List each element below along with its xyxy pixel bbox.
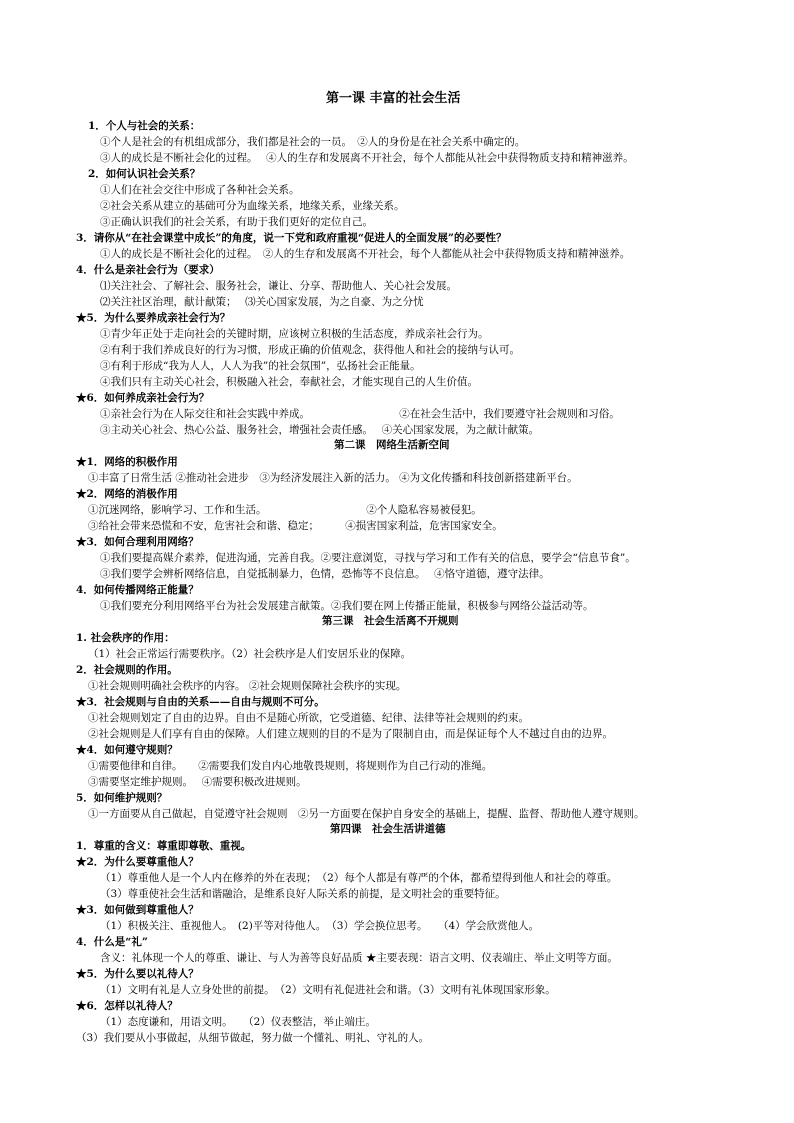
question-heading: ★5．为什么要以礼待人？: [76, 968, 199, 980]
question-heading: ★3．社会规则与自由的关系——自由与规则不可分。: [76, 696, 325, 708]
text-line: ①社会规则明确社会秩序的内容。 ②社会规则保障社会秩序的实现。: [88, 680, 407, 692]
question-heading: ★6．如何养成亲社会行为？: [76, 392, 210, 404]
text-line: ①人们在社会交往中形成了各种社会关系。: [100, 184, 300, 196]
text-line: ①社会规则划定了自由的边界。自由不是随心所欲，它受道德、纪律、法律等社会规则的约束。: [88, 712, 529, 724]
question-heading: ★6．怎样以礼待人？: [76, 1000, 178, 1012]
question-heading: 2．社会规则的作用。: [76, 664, 178, 676]
question-heading: 1．个人与社会的关系：: [88, 120, 201, 132]
text-line: （3）尊重使社会生活和谐融洽，是维系良好人际关系的前提，是文明社会的重要特征。: [100, 888, 506, 900]
text-line: ③给社会带来恐慌和不安，危害社会和谐、稳定； ④损害国家利益，危害国家安全。: [88, 520, 503, 532]
text-line: ③需要坚定维护规则。 ④需要积极改进规则。: [88, 776, 307, 788]
question-heading: 5．如何维护规则？: [76, 792, 168, 804]
text-line: ③人的成长是不断社会化的过程。 ④人的生存和发展离不开社会，每个人都能从社会中获得物质支持和精神滋养。: [100, 152, 634, 164]
question-heading: ★3．如何合理利用网络？: [76, 536, 199, 548]
question-heading: 1. 社会秩序的作用：: [76, 632, 175, 644]
text-line: ⑴关注社会、了解社会、服务社会，谦让、分享、帮助他人、关心社会发展。: [100, 280, 457, 292]
text-line: （1）态度谦和，用语文明。 （2）仪表整洁，举止端庄。: [100, 1016, 376, 1028]
text-line: ②社会关系从建立的基础可分为血缘关系，地缘关系，业缘关系。: [100, 200, 405, 212]
question-heading: ★2．为什么要尊重他人？: [76, 856, 199, 868]
text-line: ③有利于形成“我为人人，人人为我”的社会氛围”，弘扬社会正能量。: [100, 360, 421, 372]
text-line: ①一方面要从自己做起，自觉遵守社会规则 ②另一方面要在保护自身安全的基础上，提醒、监督、帮助他人遵守规则。: [88, 808, 645, 820]
text-line: （1）尊重他人是一个人内在修养的外在表现； （2）每个人都是有尊严的个体，都希望得到他人和社会的尊重。: [100, 872, 618, 884]
question-heading: ★3．如何做到尊重他人？: [76, 904, 199, 916]
text-line: ①亲社会行为在人际交往和社会实践中养成。 ②在社会生活中，我们要遵守社会规则和习俗。: [100, 408, 620, 420]
text-line: ①我们要充分利用网络平台为社会发展建言献策。②我们要在网上传播正能量，积极参与网络公益活动等。: [100, 600, 594, 612]
text-line: ④我们只有主动关心社会，积极融入社会，奉献社会，才能实现自己的人生价值。: [100, 376, 478, 388]
text-line: （1）社会正常运行需要秩序。（2）社会秩序是人们安居乐业的保障。: [88, 648, 412, 660]
text-line: （3）我们要从小事做起，从细节做起，努力做一个懂礼、明礼、守礼的人。: [76, 1032, 430, 1044]
lesson-heading: 第三课 社会生活离不开规则: [322, 615, 459, 627]
text-line: （1）积极关注、重视他人。 (2)平等对待他人。 （3）学会换位思考。 （4）学会欣赏他人。: [100, 920, 540, 932]
question-heading: 4．什么是亲社会行为（要求）: [76, 264, 220, 276]
question-heading: 2．如何认识社会关系？: [88, 168, 201, 180]
text-line: ③我们要学会辨析网络信息，自觉抵制暴力，色情，恐怖等不良信息。 ④恪守道德，遵守法律。: [100, 568, 550, 580]
question-heading: 4．什么是“礼”: [76, 936, 148, 948]
question-heading: ★2．网络的消极作用: [76, 488, 178, 500]
text-line: （1）文明有礼是人立身处世的前提。 （2）文明有礼促进社会和谐。（3）文明有礼体现国家形象。: [100, 984, 556, 996]
question-heading: ★1．网络的积极作用: [76, 456, 178, 468]
question-heading: ★4．如何遵守规则？: [76, 744, 178, 756]
text-line: ②有利于我们养成良好的行为习惯，形成正确的价值观念，获得他人和社会的接纳与认可。: [100, 344, 520, 356]
question-heading: ★5．为什么要养成亲社会行为？: [76, 312, 231, 324]
text-line: ①需要他律和自律。 ②需要我们发自内心地敬畏规则，将规则作为自己行动的准绳。: [88, 760, 493, 772]
text-line: ②社会规则是人们享有自由的保障。人们建立规则的目的不是为了限制自由，而是保证每个人不越过自由的边界。: [88, 728, 613, 740]
text-line: ①沉迷网络，影响学习、工作和生活。 ②个人隐私容易被侵犯。: [88, 504, 482, 516]
text-line: ①人的成长是不断社会化的过程。 ②人的生存和发展离不开社会，每个人都能从社会中获得物质支持和精神滋养。: [100, 248, 631, 260]
text-line: ①青少年正处于走向社会的关键时期，应该树立积极的生活态度，养成亲社会行为。: [100, 328, 489, 340]
text-line: ⑵关注社区治理，献计献策； ⑶关心国家发展，为之自豪、为之分忧: [100, 296, 424, 308]
text-line: ①我们要提高媒介素养，促进沟通，完善自我。②要注意浏览，寻找与学习和工作有关的信息，要学会“信息节食”。: [100, 552, 636, 564]
lesson-heading: 第二课 网络生活新空间: [334, 439, 450, 451]
text-line: 含义：礼体现一个人的尊重、谦让、与人为善等良好品质 ★主要表现：语言文明、仪表端庄、举止文明等方面。: [100, 952, 618, 964]
document-title: 第一课 丰富的社会生活: [326, 91, 461, 106]
text-line: ①个人是社会的有机组成部分，我们都是社会的一员。 ②人的身份是在社会关系中确定的。: [100, 136, 526, 148]
question-heading: 1．尊重的含义：尊重即尊敬、重视。: [76, 840, 252, 852]
question-heading: 4．如何传播网络正能量？: [76, 584, 199, 596]
text-line: ③正确认识我们的社会关系，有助于我们更好的定位自己。: [100, 216, 373, 228]
lesson-heading: 第四课 社会生活讲道德: [330, 823, 446, 835]
question-heading: 3．请你从“在社会课堂中成长”的角度，说一下党和政府重视“促进人的全面发展”的必要性？: [76, 232, 507, 244]
text-line: ③主动关心社会、热心公益、服务社会，增强社会责任感。 ④关心国家发展，为之献计献策。: [100, 424, 540, 436]
text-line: ①丰富了日常生活 ②推动社会进步 ③为经济发展注入新的活力。 ④为文化传播和科技创新搭建新平台。: [88, 472, 578, 484]
